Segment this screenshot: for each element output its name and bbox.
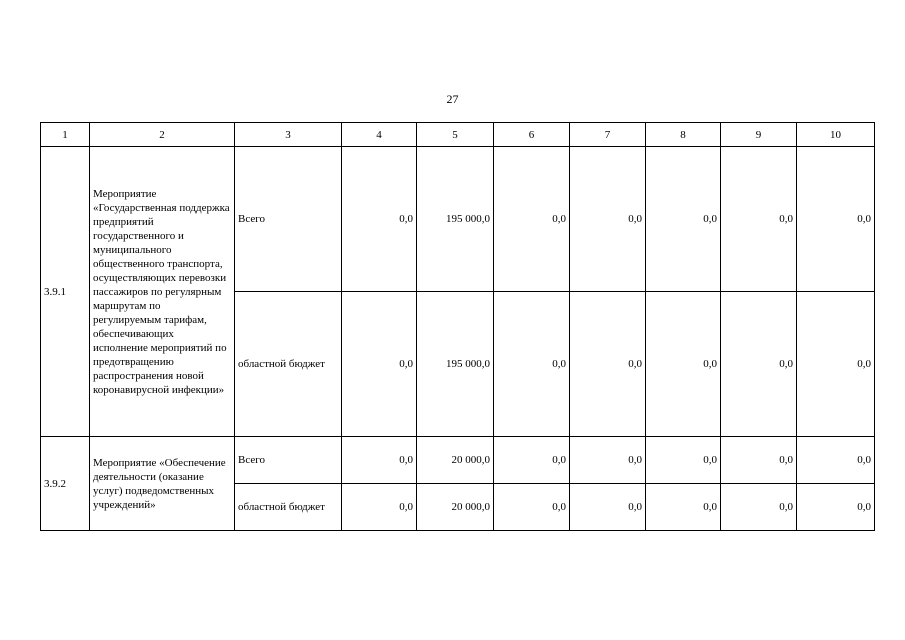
value-cell: 195 000,0 bbox=[417, 292, 494, 437]
value-cell: 0,0 bbox=[646, 292, 721, 437]
value-cell: 0,0 bbox=[797, 147, 875, 292]
funding-source: областной бюджет bbox=[235, 292, 342, 437]
column-header: 5 bbox=[417, 123, 494, 147]
item-name: Мероприятие «Обеспечение деятельности (оказание услуг) подведомственных учреждений» bbox=[90, 437, 235, 531]
value-cell: 0,0 bbox=[646, 147, 721, 292]
funding-source: Всего bbox=[235, 437, 342, 484]
value-cell: 0,0 bbox=[342, 292, 417, 437]
value-cell: 0,0 bbox=[570, 292, 646, 437]
value-cell: 0,0 bbox=[570, 437, 646, 484]
header-row bbox=[41, 123, 875, 147]
value-cell: 20 000,0 bbox=[417, 484, 494, 531]
value-cell: 0,0 bbox=[342, 147, 417, 292]
value-cell: 0,0 bbox=[721, 147, 797, 292]
value-cell: 195 000,0 bbox=[417, 147, 494, 292]
value-cell: 20 000,0 bbox=[417, 437, 494, 484]
column-header: 7 bbox=[570, 123, 646, 147]
item-code: 3.9.2 bbox=[41, 437, 90, 531]
column-header: 9 bbox=[721, 123, 797, 147]
value-cell: 0,0 bbox=[570, 147, 646, 292]
value-cell: 0,0 bbox=[797, 292, 875, 437]
value-cell: 0,0 bbox=[797, 484, 875, 531]
item-name: Мероприятие «Государственная поддержка предприятий государственного и муниципального общественного транспорта, осуществляющих перевозки пассажиров по регулярным маршрутам по регулируемым тарифам, обеспечивающих исполнение мероприятий по предотвращению распространения новой коронавирусной инфекции» bbox=[90, 147, 235, 437]
budget-table bbox=[40, 122, 875, 531]
value-cell: 0,0 bbox=[494, 292, 570, 437]
table-row bbox=[41, 437, 875, 484]
value-cell: 0,0 bbox=[494, 147, 570, 292]
value-cell: 0,0 bbox=[721, 437, 797, 484]
funding-source: Всего bbox=[235, 147, 342, 292]
column-header: 8 bbox=[646, 123, 721, 147]
column-header: 2 bbox=[90, 123, 235, 147]
column-header: 1 bbox=[41, 123, 90, 147]
value-cell: 0,0 bbox=[342, 437, 417, 484]
value-cell: 0,0 bbox=[721, 484, 797, 531]
value-cell: 0,0 bbox=[646, 437, 721, 484]
table-row bbox=[41, 147, 875, 292]
column-header: 10 bbox=[797, 123, 875, 147]
column-header: 4 bbox=[342, 123, 417, 147]
value-cell: 0,0 bbox=[721, 292, 797, 437]
value-cell: 0,0 bbox=[797, 437, 875, 484]
page-number: 27 bbox=[446, 92, 459, 106]
value-cell: 0,0 bbox=[342, 484, 417, 531]
column-header: 3 bbox=[235, 123, 342, 147]
item-code: 3.9.1 bbox=[41, 147, 90, 437]
column-header: 6 bbox=[494, 123, 570, 147]
value-cell: 0,0 bbox=[494, 437, 570, 484]
funding-source: областной бюджет bbox=[235, 484, 342, 531]
value-cell: 0,0 bbox=[570, 484, 646, 531]
value-cell: 0,0 bbox=[494, 484, 570, 531]
value-cell: 0,0 bbox=[646, 484, 721, 531]
